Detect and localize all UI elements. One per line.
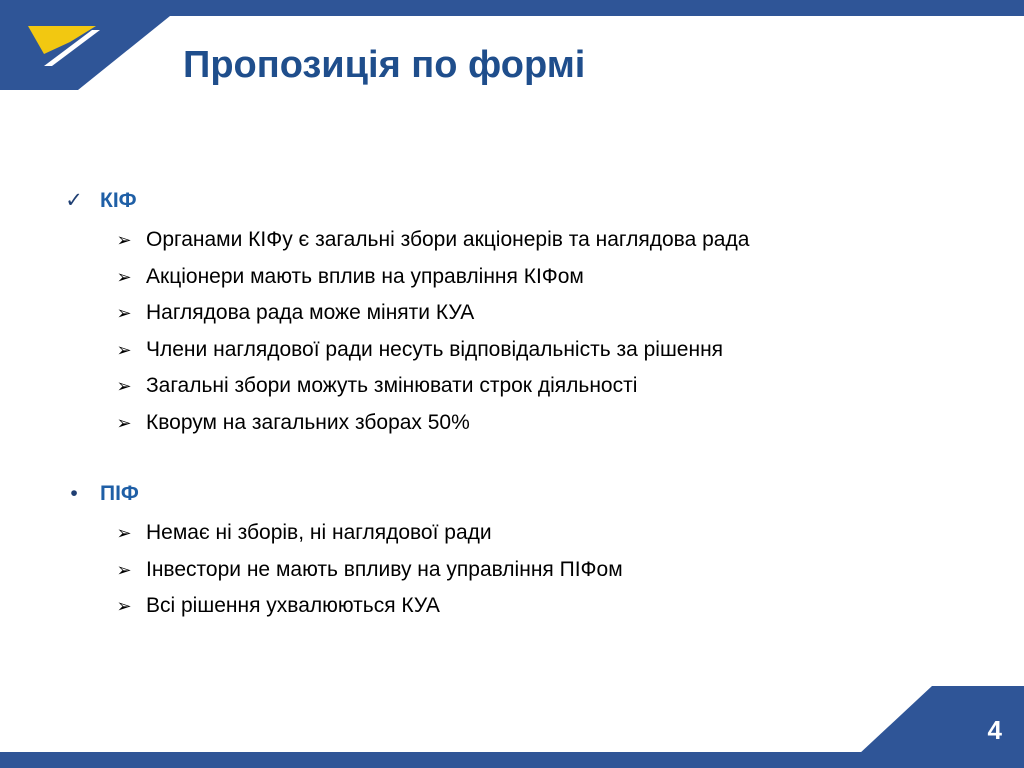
list-item	[64, 259, 964, 296]
arrow-bullet-icon: ➢	[116, 376, 132, 396]
arrow-bullet-icon: ➢	[116, 339, 132, 360]
list-item	[64, 295, 964, 332]
list-item	[64, 368, 964, 405]
arrow-bullet-icon: ➢	[116, 412, 132, 433]
list-item-text: Всі рішення ухвалюються КУА	[146, 594, 440, 617]
list-item-text: Кворум на загальних зборах 50%	[146, 410, 470, 434]
kif-points-list	[64, 222, 964, 441]
slide-number: 4	[987, 715, 1002, 745]
section-heading-kif	[64, 184, 964, 218]
list-item-text: Інвестори не мають впливу на управління ПІФом	[146, 557, 623, 581]
logo-emblem-icon	[0, 0, 170, 90]
arrow-bullet-icon: ➢	[116, 559, 132, 580]
check-icon: ✓	[65, 189, 83, 212]
bullet-icon: •	[70, 482, 78, 505]
list-item	[64, 222, 964, 259]
list-item-text: Органами КІФу є загальні збори акціонерів та наглядова рада	[146, 228, 750, 251]
arrow-bullet-icon: ➢	[116, 523, 132, 543]
list-item-text: Наглядова рада може міняти КУА	[146, 301, 475, 324]
slide-title: Пропозиція по формі	[183, 44, 586, 86]
section-heading-label: ПІФ	[100, 482, 139, 505]
bottom-band	[0, 752, 1024, 768]
section-heading-pif	[64, 477, 964, 511]
arrow-bullet-icon: ➢	[116, 303, 132, 323]
arrow-bullet-icon: ➢	[116, 596, 132, 616]
list-item-text: Акціонери мають вплив на управління КІФом	[146, 264, 584, 288]
list-item	[64, 552, 964, 589]
list-item-text: Члени наглядової ради несуть відповідальність за рішення	[146, 337, 724, 361]
list-item-text: Загальні збори можуть змінювати строк діяльності	[146, 374, 638, 397]
slide-content	[64, 184, 964, 625]
list-item	[64, 332, 964, 369]
list-item	[64, 515, 964, 552]
pif-points-list	[64, 515, 964, 625]
arrow-bullet-icon: ➢	[116, 230, 132, 250]
list-item	[64, 405, 964, 442]
list-item	[64, 588, 964, 625]
arrow-bullet-icon: ➢	[116, 266, 132, 287]
section-heading-label: КІФ	[100, 189, 137, 212]
list-item-text: Немає ні зборів, ні наглядової ради	[146, 521, 492, 544]
section-spacer	[64, 441, 964, 477]
